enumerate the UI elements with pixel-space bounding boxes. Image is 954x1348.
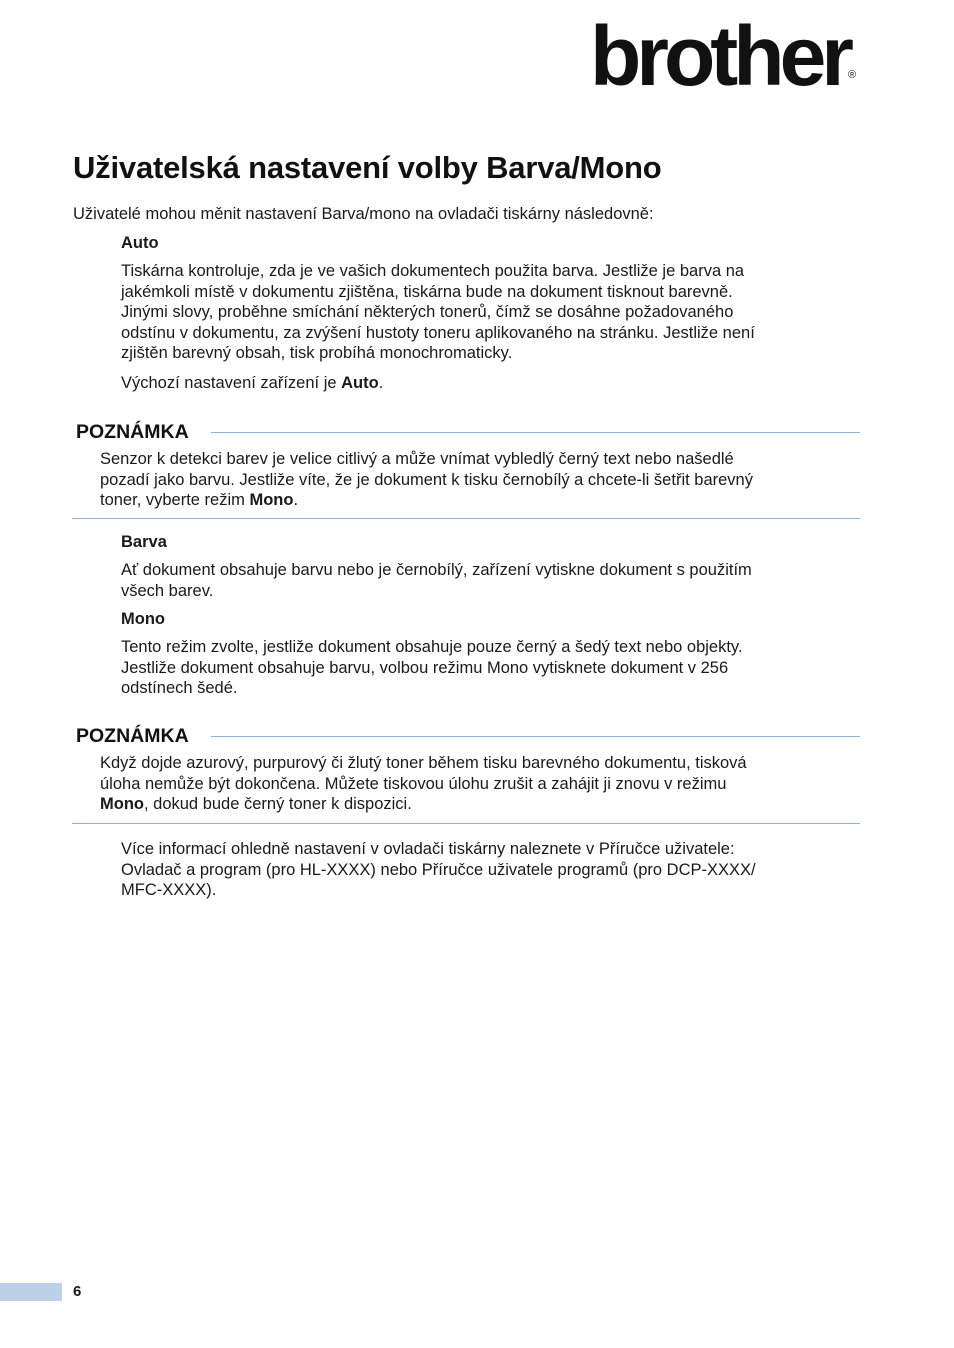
registered-mark: ® [848,69,857,81]
mono-description [121,637,841,699]
note-bottom-rule [72,823,860,824]
auto-line: Tiskárna kontroluje, zda je ve vašich dokumentech použita barva. Jestliže je barva na [121,262,745,280]
auto-line: odstínu v dokumentu, za zvýšení hustoty toneru aplikovaného na stránku. Jestliže není [121,323,755,342]
note-bottom-rule [72,518,860,519]
mono-term: Mono [121,610,165,628]
auto-default [121,373,841,394]
auto-line: zjištěn barevný obsah, tisk probíhá monochromaticky. [121,344,513,362]
note-line: Senzor k detekci barev je velice citlivý a může vnímat vybledlý černý text nebo našedlé [100,450,734,468]
mono-line: Tento režim zvolte, jestliže dokument obsahuje pouze černý a šedý text nebo objekty. [121,638,743,656]
more-info-line: Ovladač a program (pro HL-XXXX) nebo Příručce uživatele programů (pro DCP-XXXX/ [121,860,756,879]
mono-line: Jestliže dokument obsahuje barvu, volbou režimu Mono vytisknete dokument v 256 [121,658,729,677]
note-header [76,421,860,445]
note-body [100,753,840,815]
barva-description [121,560,841,601]
default-prefix: Výchozí nastavení zařízení je [121,374,342,392]
note-label: POZNÁMKA [76,421,197,444]
note-line: Když dojde azurový, purpurový či žlutý toner během tisku barevného dokumentu, tisková [100,754,747,772]
note-divider [211,432,860,433]
page-title: Uživatelská nastavení volby Barva/Mono [73,150,662,185]
note-header [76,725,860,749]
note-divider [211,736,860,737]
auto-description [121,261,841,364]
brother-logo [590,9,857,103]
auto-line: Jinými slovy, proběhne smíchání některých tonerů, čímž se dosáhne požadovaného [121,303,734,321]
logo-text: brother [590,9,849,103]
note-bold: Mono [249,491,294,509]
barva-term: Barva [121,533,167,551]
more-info-text [121,839,841,901]
note-bold: Mono [100,795,144,813]
note-line [100,794,840,815]
more-info-line: MFC-XXXX). [121,881,217,899]
intro-text: Uživatelé mohou měnit nastavení Barva/mono na ovladači tiskárny následovně: [73,205,654,223]
auto-term: Auto [121,234,159,252]
note-label: POZNÁMKA [76,725,197,748]
auto-line: jakémkoli místě v dokumentu zjištěna, tiskárna bude na dokument tisknout barevně. [121,282,733,301]
note-text: . [293,491,299,509]
mono-line: odstínech šedé. [121,679,238,697]
default-suffix: . [378,374,384,392]
more-info-line: Více informací ohledně nastavení v ovladači tiskárny naleznete v Příručce uživatele: [121,840,735,858]
note-text: , dokud bude černý toner k dispozici. [143,795,412,813]
page-number-bar [0,1283,62,1301]
note-line: pozadí jako barvu. Jestliže víte, že je dokument k tisku černobílý a chcete-li šetřit barevný [100,470,753,489]
barva-line: všech barev. [121,581,214,600]
note-line [100,490,840,511]
page-number: 6 [73,1283,82,1300]
default-value: Auto [341,374,379,392]
note-line: úloha nemůže být dokončena. Můžete tiskovou úlohu zrušit a zahájit ji znovu v režimu [100,774,727,793]
note-text: toner, vyberte režim [100,491,250,509]
barva-line: Ať dokument obsahuje barvu nebo je černobílý, zařízení vytiskne dokument s použitím [121,561,752,579]
note-body [100,449,840,511]
